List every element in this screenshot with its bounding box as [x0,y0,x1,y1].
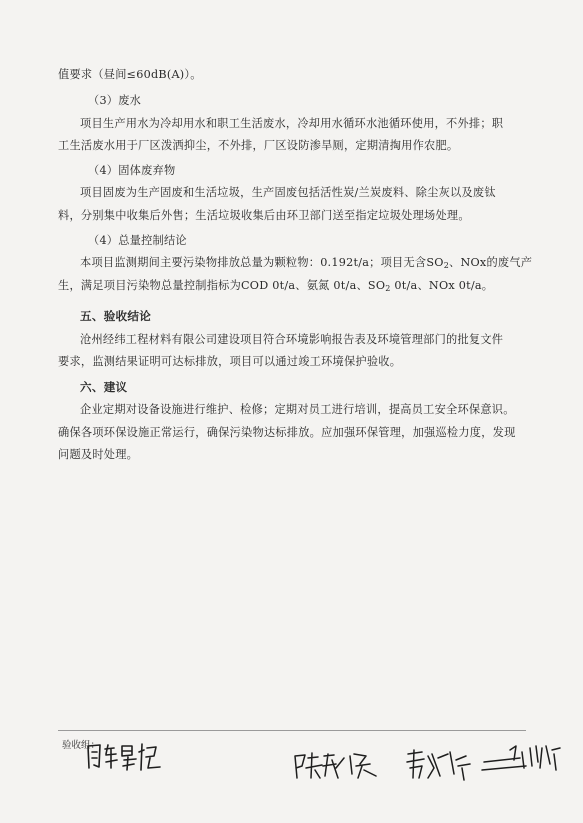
paragraph-total-line-1: 本项目监测期间主要污染物排放总量为颗粒物：0.192t/a；项目无含$SO_2$、NOx的废气产 [80,256,533,270]
paragraph-conclusion-line-1: 沧州经纬工程材料有限公司建设项目符合环境影响报告表及环境管理部门的批复文件 [80,333,504,346]
signature-2-image [292,748,382,784]
paragraph-suggestion-line-3: 问题及时处理。 [58,448,139,461]
paragraph-wastewater-line-2: 工生活废水用于厂区泼洒抑尘，不外排，厂区设防渗旱厕，定期清掏用作农肥。 [58,139,459,152]
paragraph-solid-line-1: 项目固废为生产固废和生活垃圾，生产固废包括活性炭/兰炭废料、除尘灰以及废钛 [80,186,496,199]
signature-divider [58,730,526,731]
paragraph-conclusion-line-2: 要求，监测结果证明可达标排放，项目可以通过竣工环境保护验收。 [58,355,402,368]
paragraph-suggestion-line-2: 确保各项环保设施正常运行，确保污染物达标排放。应加强环保管理，加强巡检力度，发现 [58,426,516,439]
paragraph-noise-tail: 值要求（昼间≤60dB(A)）。 [58,68,202,81]
signature-4-image [480,742,564,776]
acceptance-group-label: 验收组： [62,740,101,751]
signature-3-image [404,746,474,784]
paragraph-suggestion-line-1: 企业定期对设备设施进行维护、检修；定期对员工进行培训，提高员工安全环保意识。 [80,403,515,416]
paragraph-total-line-2: 生，满足项目污染物总量控制指标为COD 0t/a、氨氮 0t/a、$SO_2$ 0t/a、NOx 0t/a。 [58,279,494,293]
paragraph-solid-line-2: 料，分别集中收集后外售；生活垃圾收集后由环卫部门送至指定垃圾处理场处理。 [58,209,470,222]
section-heading-acceptance-conclusion: 五、验收结论 [80,309,152,323]
signature-1-image [84,740,164,774]
subheading-wastewater: （3）废水 [88,94,142,107]
subheading-solid-waste: （4）固体废弃物 [88,164,176,177]
section-heading-suggestions: 六、建议 [80,380,128,394]
subheading-total-control: （4）总量控制结论 [88,234,187,247]
paragraph-wastewater-line-1: 项目生产用水为冷却用水和职工生活废水，冷却用水循环水池循环使用，不外排；职 [80,117,504,130]
